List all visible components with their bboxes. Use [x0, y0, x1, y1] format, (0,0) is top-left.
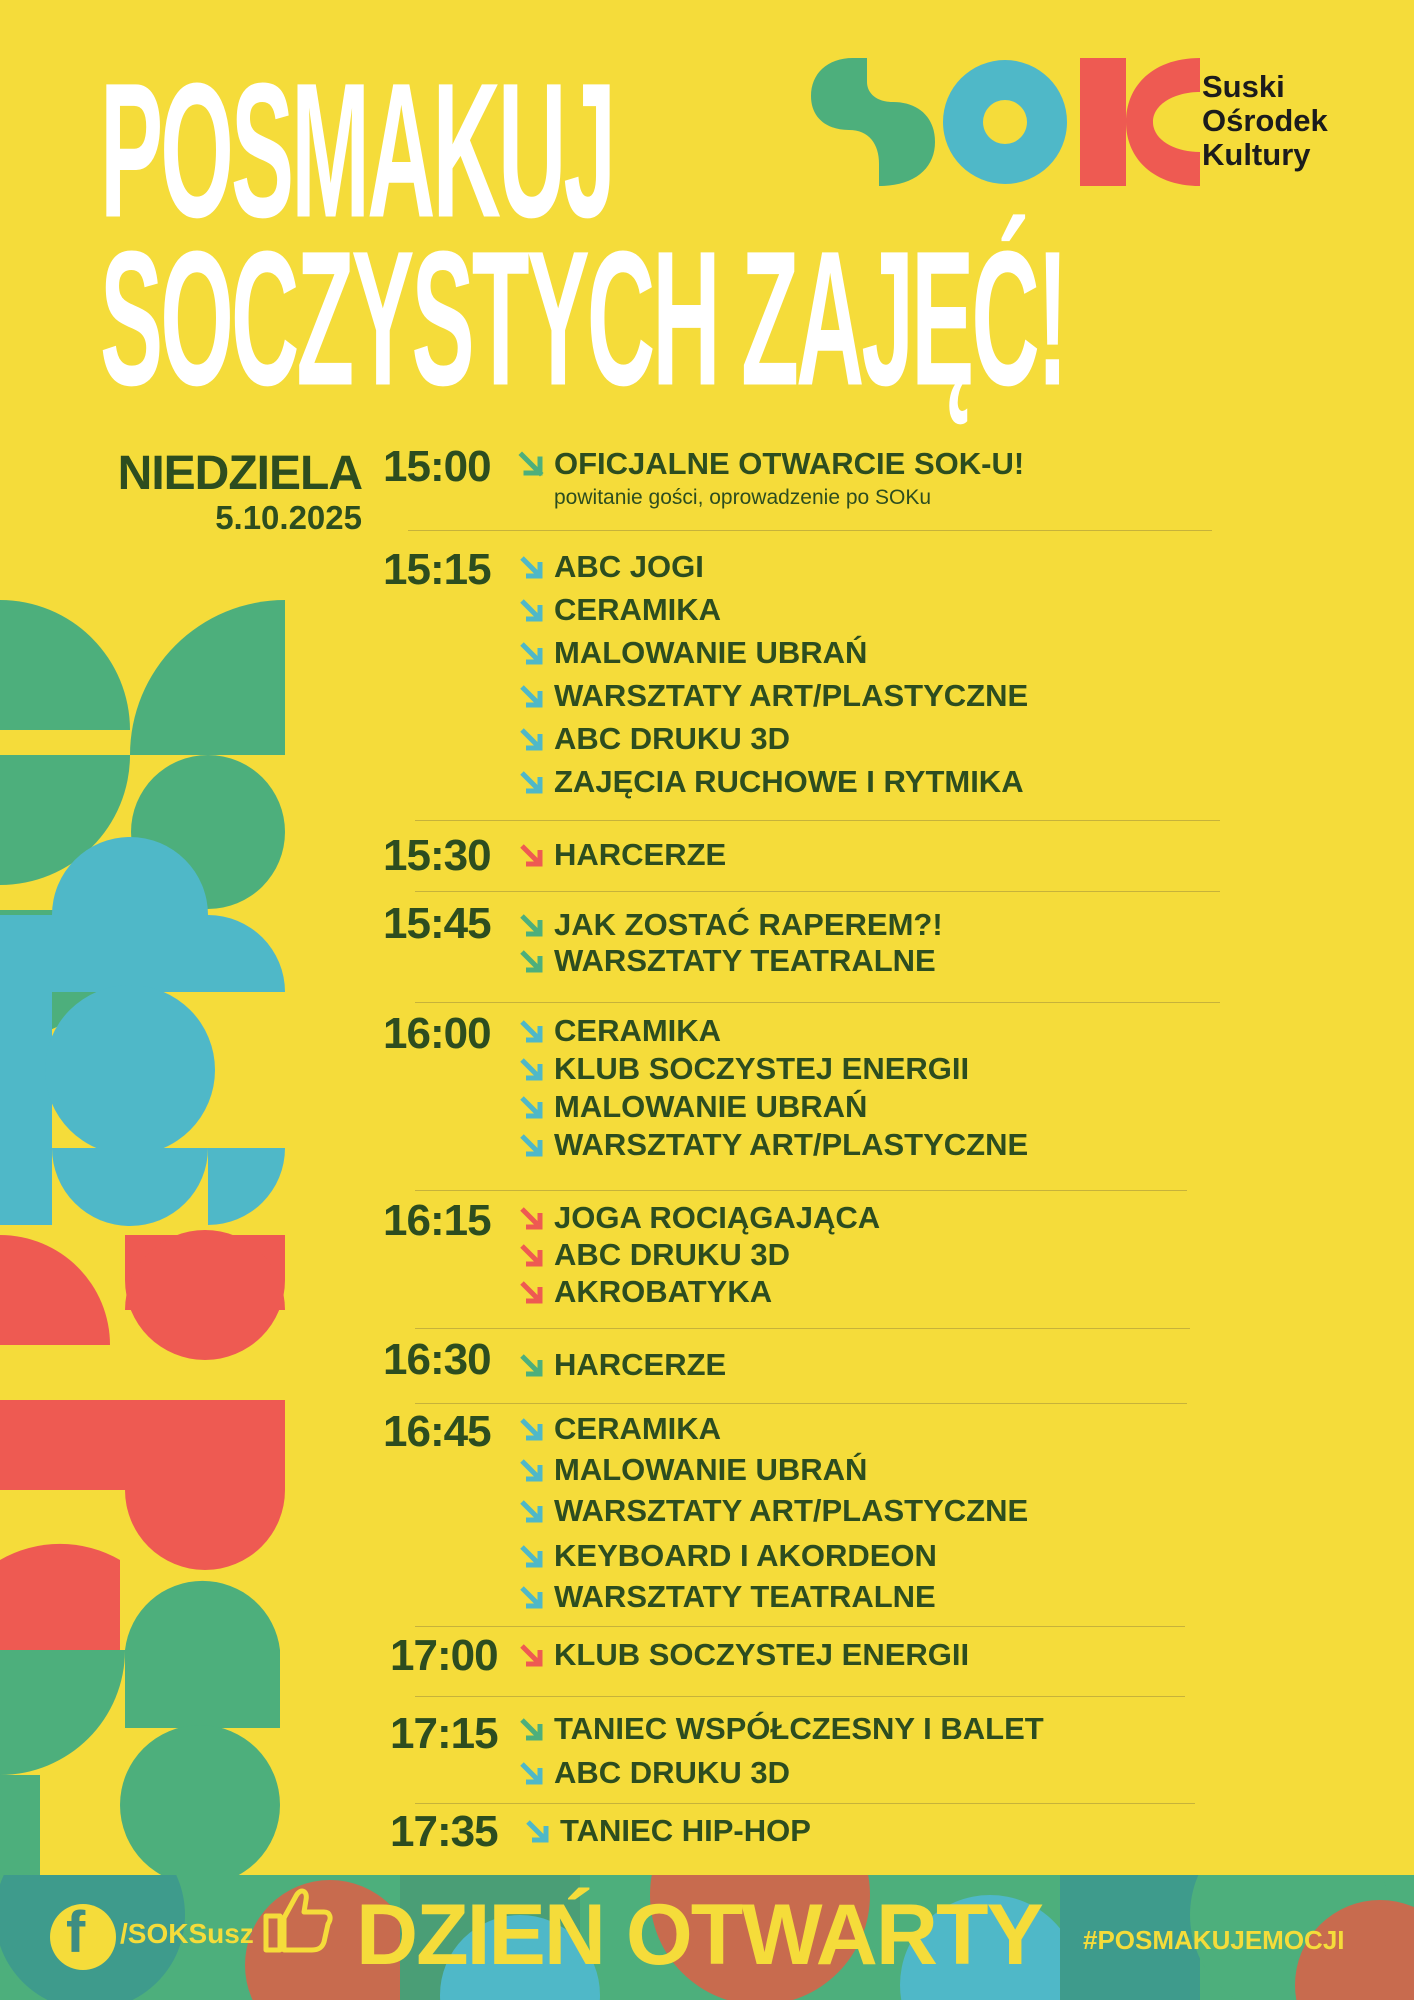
logo-text — [1202, 70, 1328, 172]
slot-items — [518, 445, 1024, 511]
slot-items — [518, 1636, 969, 1674]
arrow-down-right-icon — [518, 1498, 546, 1526]
activity-item — [518, 1088, 1028, 1126]
logo-text-line-1: Suski — [1202, 69, 1285, 104]
activity-label: HARCERZE — [554, 1347, 727, 1382]
slot-items — [518, 1199, 880, 1311]
activity-label: HARCERZE — [554, 837, 727, 872]
divider — [415, 1696, 1185, 1697]
activity-label: TANIEC HIP-HOP — [560, 1813, 811, 1848]
arrow-down-right-icon — [518, 1760, 546, 1788]
slot-items — [518, 1346, 726, 1384]
arrow-down-right-icon — [518, 683, 546, 711]
activity-item — [518, 1050, 1028, 1088]
arrow-down-right-icon — [518, 842, 546, 870]
activity-label: WARSZTATY ART/PLASTYCZNE — [554, 678, 1029, 713]
activity-label: ABC JOGI — [554, 549, 704, 584]
slot-items — [524, 1812, 811, 1850]
slot-items — [518, 906, 943, 980]
activity-label: AKROBATYKA — [554, 1274, 773, 1309]
slot-time: 17:35 — [390, 1807, 498, 1856]
activity-label: CERAMIKA — [554, 592, 722, 627]
activity-item — [518, 1754, 1044, 1792]
facebook-handle[interactable]: /SOKSusz — [120, 1918, 254, 1949]
arrow-down-right-icon — [518, 1352, 546, 1380]
slot-time: 15:45 — [383, 899, 491, 948]
slot-items — [518, 1410, 1028, 1616]
activity-item — [518, 1710, 1044, 1754]
slot-time: 15:15 — [383, 545, 491, 594]
arrow-down-right-icon — [518, 1132, 546, 1160]
arrow-down-right-icon — [518, 1056, 546, 1084]
thumbs-up-icon — [256, 1880, 336, 1960]
activity-item — [518, 1492, 1028, 1537]
activity-label: KEYBOARD I AKORDEON — [554, 1538, 937, 1573]
activity-label: ZAJĘCIA RUCHOWE I RYTMIKA — [554, 764, 1024, 799]
slot-items — [518, 548, 1028, 806]
arrow-down-right-icon — [518, 1416, 546, 1444]
activity-label: ABC DRUKU 3D — [554, 721, 790, 756]
activity-label: KLUB SOCZYSTEJ ENERGII — [554, 1051, 970, 1086]
logo-text-line-2: Ośrodek — [1202, 103, 1328, 138]
slot-time: 17:15 — [390, 1709, 498, 1758]
slot-time: 16:30 — [383, 1335, 491, 1384]
activity-label: ABC DRUKU 3D — [554, 1237, 790, 1272]
divider — [415, 1328, 1190, 1329]
activity-label: WARSZTATY TEATRALNE — [554, 943, 936, 978]
activity-item — [518, 1346, 726, 1384]
activity-label: MALOWANIE UBRAŃ — [554, 1089, 868, 1124]
footer-title: DZIEŃ OTWARTY — [356, 1887, 1042, 1983]
logo-text-line-3: Kultury — [1202, 137, 1311, 172]
hashtag: #POSMAKUJEMOCJI — [1083, 1925, 1345, 1955]
arrow-down-right-icon — [518, 1642, 546, 1670]
activity-item — [518, 1410, 1028, 1451]
activity-item — [518, 548, 1028, 591]
event-date — [118, 448, 362, 536]
activity-label: TANIEC WSPÓŁCZESNY I BALET — [554, 1711, 1044, 1746]
arrow-down-right-icon — [518, 769, 546, 797]
activity-label: KLUB SOCZYSTEJ ENERGII — [554, 1637, 970, 1672]
arrow-down-right-icon — [518, 451, 546, 479]
activity-item — [518, 906, 943, 942]
activity-item — [518, 591, 1028, 634]
activity-label: CERAMIKA — [554, 1411, 722, 1446]
arrow-down-right-icon — [518, 948, 546, 976]
arrow-down-right-icon — [518, 1242, 546, 1270]
facebook-f-glyph: f — [66, 1900, 86, 1965]
activity-item — [518, 1199, 880, 1236]
activity-item — [518, 1236, 880, 1273]
activity-item — [518, 1451, 1028, 1492]
activity-label: JOGA ROCIĄGAJĄCA — [554, 1200, 881, 1235]
arrow-down-right-icon — [518, 726, 546, 754]
activity-label: WARSZTATY ART/PLASTYCZNE — [554, 1127, 1029, 1162]
arrow-down-right-icon — [518, 554, 546, 582]
slot-items — [518, 1710, 1044, 1792]
divider — [415, 1803, 1195, 1804]
divider — [415, 891, 1220, 892]
activity-item — [518, 1126, 1028, 1164]
activity-label: CERAMIKA — [554, 1013, 722, 1048]
date: 5.10.2025 — [215, 499, 362, 536]
activity-label: WARSZTATY TEATRALNE — [554, 1579, 936, 1614]
arrow-down-right-icon — [518, 1584, 546, 1612]
slot-time: 15:30 — [383, 831, 491, 880]
slot-items — [518, 1012, 1028, 1164]
activity-item — [518, 677, 1028, 720]
activity-item — [518, 1012, 1028, 1050]
slot-time: 15:00 — [383, 442, 491, 491]
slot-items — [518, 836, 726, 874]
arrow-down-right-icon — [518, 1543, 546, 1571]
divider — [415, 1190, 1187, 1191]
activity-item — [518, 634, 1028, 677]
activity-description: powitanie gości, oprowadzenie po SOKu — [554, 486, 932, 509]
activity-label: JAK ZOSTAĆ RAPEREM?! — [554, 907, 943, 942]
headline-line-1: POSMAKUJ — [100, 44, 614, 259]
slot-time: 17:00 — [390, 1631, 498, 1680]
divider — [415, 1002, 1220, 1003]
activity-item — [518, 720, 1028, 763]
slot-time: 16:15 — [383, 1196, 491, 1245]
activity-item — [518, 1273, 880, 1311]
arrow-down-right-icon — [524, 1818, 552, 1846]
arrow-down-right-icon — [518, 1457, 546, 1485]
day-name: NIEDZIELA — [117, 447, 362, 500]
arrow-down-right-icon — [518, 640, 546, 668]
activity-item — [518, 1537, 1028, 1578]
activity-label: OFICJALNE OTWARCIE SOK-U! — [554, 446, 1025, 481]
slot-time: 16:45 — [383, 1407, 491, 1456]
activity-item — [524, 1812, 811, 1850]
activity-item — [518, 1636, 969, 1674]
headline-line-2: SOCZYSTYCH ZAJĘĆ! — [100, 212, 1066, 427]
slot-time: 16:00 — [383, 1009, 491, 1058]
activity-item — [518, 445, 1024, 483]
arrow-down-right-icon — [518, 1205, 546, 1233]
arrow-down-right-icon — [518, 1716, 546, 1744]
activity-label: ABC DRUKU 3D — [554, 1755, 790, 1790]
arrow-down-right-icon — [518, 1018, 546, 1046]
divider — [408, 530, 1212, 531]
arrow-down-right-icon — [518, 912, 546, 940]
arrow-down-right-icon — [518, 1094, 546, 1122]
divider — [415, 1403, 1187, 1404]
activity-label: MALOWANIE UBRAŃ — [554, 635, 868, 670]
activity-item — [518, 942, 943, 980]
activity-item — [518, 763, 1028, 806]
divider — [415, 1626, 1185, 1627]
activity-label: WARSZTATY ART/PLASTYCZNE — [554, 1493, 1029, 1528]
decorative-shapes — [0, 600, 285, 1875]
arrow-down-right-icon — [518, 1279, 546, 1307]
divider — [415, 820, 1220, 821]
activity-label: MALOWANIE UBRAŃ — [554, 1452, 868, 1487]
arrow-down-right-icon — [518, 597, 546, 625]
activity-item — [518, 1578, 1028, 1616]
activity-item — [518, 836, 726, 874]
